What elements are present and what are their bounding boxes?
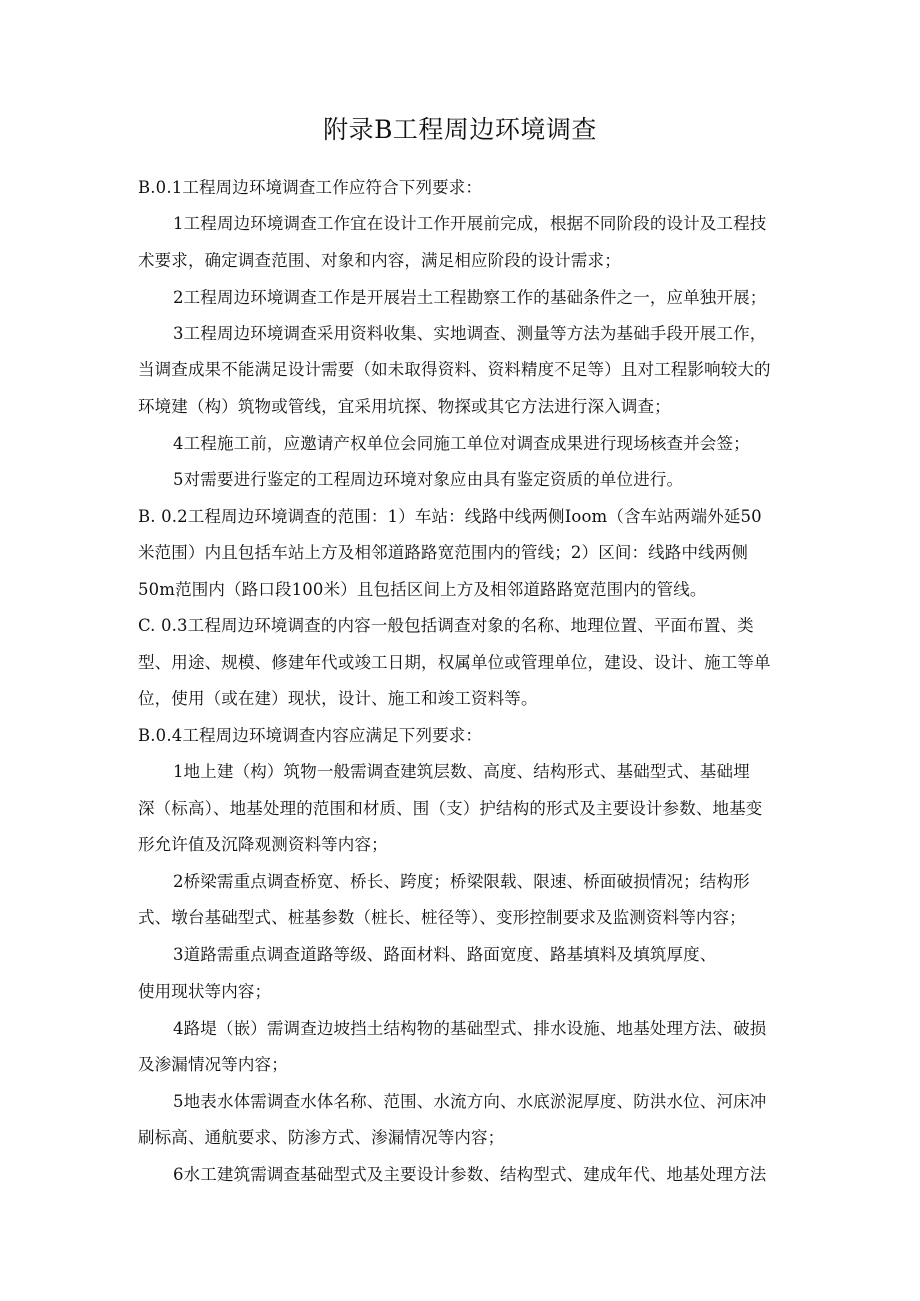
paragraph-line: 3道路需重点调查道路等级、路面材料、路面宽度、路基填料及填筑厚度、 bbox=[173, 945, 717, 964]
page-title: 附录B工程周边环境调查 bbox=[323, 115, 597, 144]
clause-b03-line: C. 0.3工程周边环境调查的内容一般包括调查对象的名称、地理位置、平面布置、类 bbox=[138, 616, 754, 635]
paragraph-line: 1工程周边环境调查工作宜在设计工作开展前完成，根据不同阶段的设计及工程技 bbox=[173, 214, 767, 233]
clause-b02-line: B. 0.2工程周边环境调查的范围：1）车站：线路中线两侧Ioom（含车站两端外延50 bbox=[138, 507, 762, 526]
paragraph-line: 2桥梁需重点调查桥宽、桥长、跨度；桥梁限载、限速、桥面破损情况；结构形 bbox=[173, 872, 750, 891]
paragraph-line: 刷标高、通航要求、防渗方式、渗漏情况等内容； bbox=[138, 1128, 505, 1147]
paragraph-line: 环境建（构）筑物或管线，宜采用坑探、物探或其它方法进行深入调查； bbox=[138, 397, 671, 416]
paragraph-line: 及渗漏情况等内容； bbox=[138, 1055, 288, 1074]
clause-b01-heading: B.0.1工程周边环境调查工作应符合下列要求： bbox=[138, 178, 483, 197]
paragraph-line: 米范围）内且包括车站上方及相邻道路路宽范围内的管线；2）区间：线路中线两侧 bbox=[138, 543, 749, 562]
paragraph-line: 2工程周边环境调查工作是开展岩土工程勘察工作的基础条件之一，应单独开展； bbox=[173, 288, 767, 307]
paragraph-line: 3工程周边环境调查采用资料收集、实地调查、测量等方法为基础手段开展工作， bbox=[173, 324, 767, 343]
paragraph-line: 使用现状等内容； bbox=[138, 982, 272, 1001]
paragraph-line: 深（标高）、地基处理的范围和材质、围（支）护结构的形式及主要设计参数、地基变 bbox=[138, 799, 763, 818]
paragraph-line: 1地上建（构）筑物一般需调查建筑层数、高度、结构形式、基础型式、基础埋 bbox=[173, 762, 750, 781]
paragraph-line: 50m范围内（路口段100米）且包括区间上方及相邻道路路宽范围内的管线。 bbox=[138, 580, 707, 599]
paragraph-line: 位，使用（或在建）现状，设计、施工和竣工资料等。 bbox=[138, 689, 538, 708]
paragraph-line: 术要求，确定调查范围、对象和内容，满足相应阶段的设计需求； bbox=[138, 251, 621, 270]
paragraph-line: 形允许值及沉降观测资料等内容； bbox=[138, 835, 388, 854]
paragraph-line: 6水工建筑需调查基础型式及主要设计参数、结构型式、建成年代、地基处理方法 bbox=[173, 1165, 767, 1184]
clause-b04-heading: B.0.4工程周边环境调查内容应满足下列要求： bbox=[138, 726, 483, 745]
paragraph-line: 4工程施工前，应邀请产权单位会同施工单位对调查成果进行现场核查并会签； bbox=[173, 434, 750, 453]
paragraph-line: 当调查成果不能满足设计需要（如未取得资料、资料精度不足等）且对工程影响较大的 bbox=[138, 360, 771, 379]
paragraph-line: 5对需要进行鉴定的工程周边环境对象应由具有鉴定资质的单位进行。 bbox=[173, 470, 684, 489]
paragraph-line: 4路堤（嵌）需调查边坡挡土结构物的基础型式、排水设施、地基处理方法、破损 bbox=[173, 1019, 767, 1038]
paragraph-line: 型、用途、规模、修建年代或竣工日期，权属单位或管理单位，建设、设计、施工等单 bbox=[138, 653, 771, 672]
paragraph-line: 式、墩台基础型式、桩基参数（桩长、桩径等）、变形控制要求及监测资料等内容； bbox=[138, 908, 746, 927]
paragraph-line: 5地表水体需调查水体名称、范围、水流方向、水底淤泥厚度、防洪水位、河床冲 bbox=[173, 1092, 767, 1111]
